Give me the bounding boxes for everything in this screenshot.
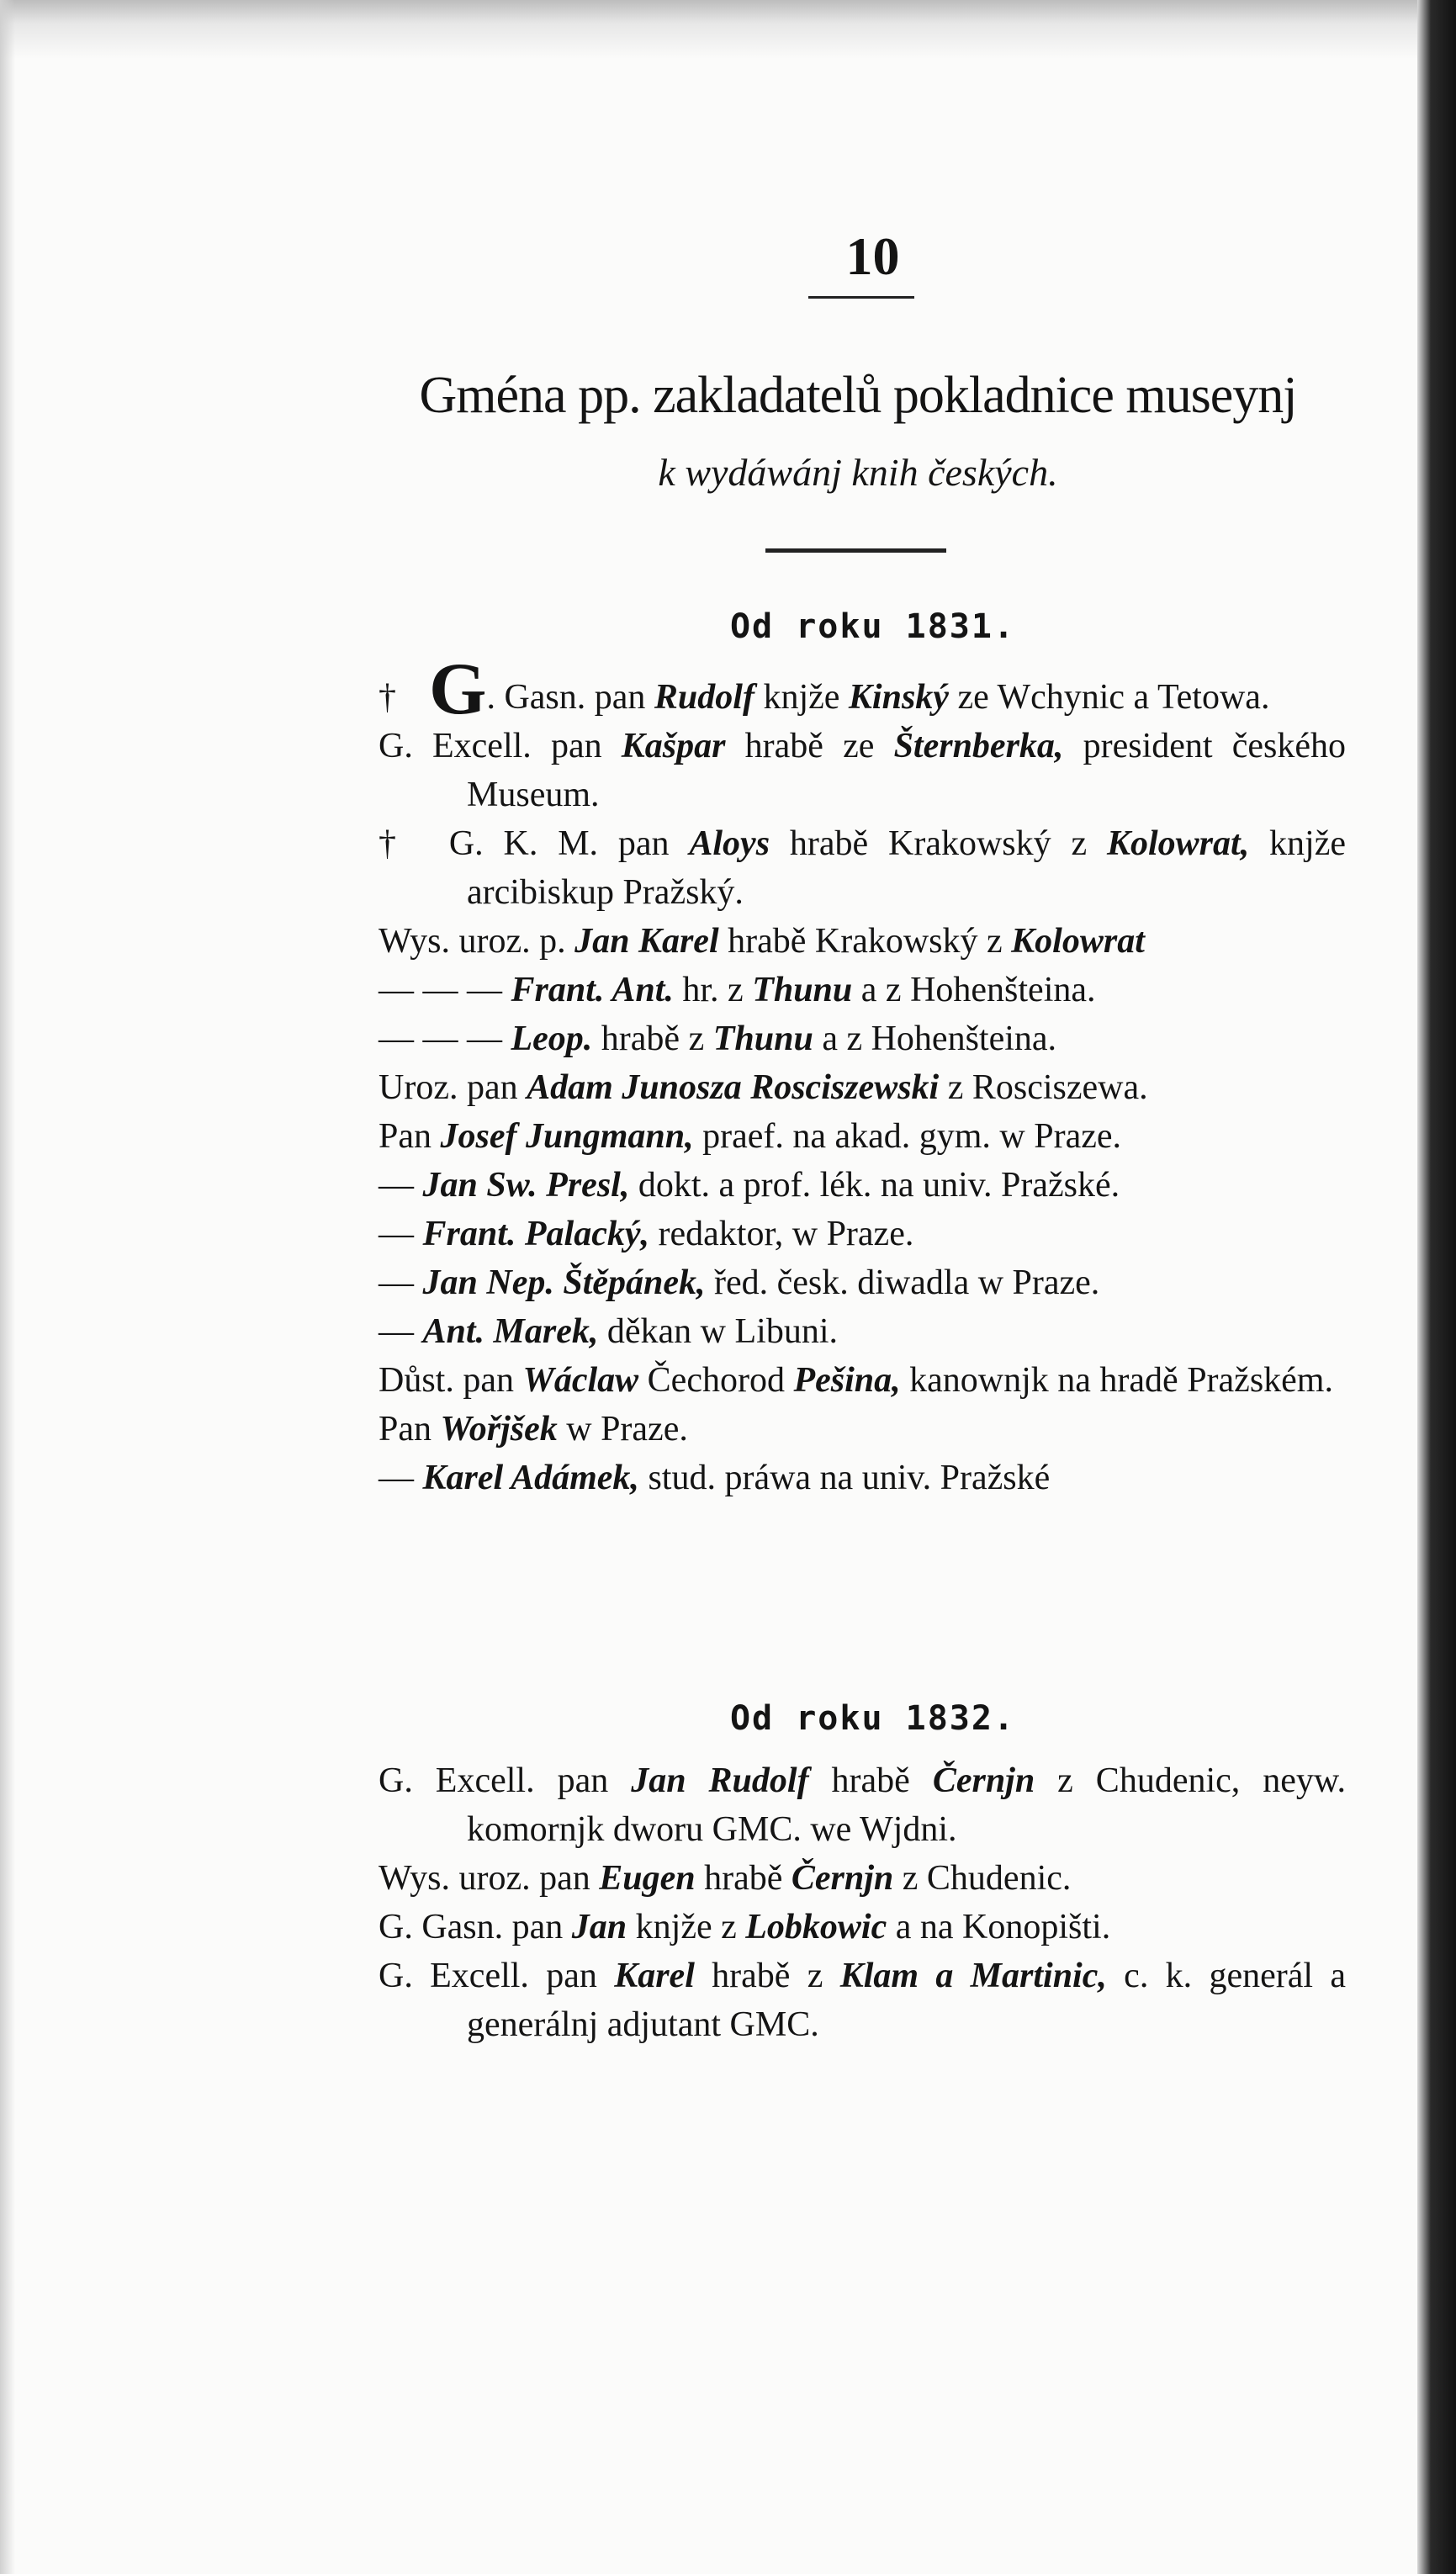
scan-top-edge [0,0,1456,59]
entry [379,1454,1346,1502]
person-name: Jan Rudolf [631,1761,809,1800]
entry-text: redaktor, w Praze. [649,1215,914,1253]
entry-text: ze Wchynic a Tetowa. [948,678,1270,717]
person-name: Karel Adámek, [422,1459,639,1497]
ditto-dash: — [379,1312,414,1351]
entry [379,1356,1346,1405]
cross-mark: † [379,824,396,863]
entry-text: a na Konopišti. [887,1908,1111,1946]
entry [379,649,1346,730]
entry-text: hrabě z [694,1957,840,1995]
entry-title: G. Excell. pan [379,727,622,765]
entry [379,966,1346,1014]
entry-title: G. Excell. pan [379,1761,632,1800]
entry [379,917,1346,966]
entry-text: z Rosciszewa. [939,1068,1148,1107]
entry [379,1307,1346,1356]
entry [379,1210,1346,1258]
person-name: Černjn [791,1859,894,1898]
entry-text: Čechorod [638,1361,794,1400]
entry-text: hrabě z [592,1020,713,1058]
ditto-dash: — [379,1166,414,1205]
entry-title: Pan [379,1410,441,1449]
page-number-underline [808,296,914,299]
entry-text: hrabě [808,1761,933,1800]
cross-mark: † [379,678,396,717]
entry [379,819,1346,917]
entry-title [502,971,511,1009]
entry-title: Důst. pan [379,1361,523,1400]
entry [379,1258,1346,1307]
entries-1831 [379,649,1347,1502]
entry-title [414,1312,423,1351]
section-heading-1832: Od roku 1832. [729,1699,1016,1738]
entry-title: G. Gasn. pan [379,1908,572,1946]
initial-letter: G [429,649,487,730]
section-heading-1831: Od roku 1831. [729,607,1016,646]
person-name: Wořjšek [440,1410,558,1449]
scan-right-edge [1417,0,1456,2574]
person-name: Jan Nep. Štěpánek, [422,1263,706,1302]
entry [379,1161,1346,1210]
entry-text: kanownjk na hradě Pražském. [900,1361,1333,1400]
entry-text: hrabě Krakowský z [770,824,1107,863]
person-name: Kolowrat [1011,922,1145,961]
person-name: Lobkowic [745,1908,887,1946]
ditto-dash: — — — [379,1020,502,1058]
entry-title: Uroz. pan [379,1068,527,1107]
entry-title [414,1166,423,1205]
ditto-dash: — — — [379,971,502,1009]
entry [379,1756,1346,1854]
entry-title: Pan [379,1117,441,1156]
entry-title: G. Excell. pan [379,1957,615,1995]
entry-text: dokt. a prof. lék. na univ. Pražské. [629,1166,1120,1205]
entry-text: hrabě [695,1859,792,1898]
person-name: Šternberka, [893,727,1064,765]
entry-text: president českého Museum. [467,727,1346,814]
entry-text: hrabě ze [725,727,894,765]
person-name: Jan Sw. Presl, [422,1166,630,1205]
entry-title: Wys. uroz. pan [379,1859,600,1898]
entry-title: . Gasn. pan [486,678,654,717]
entry [379,1854,1346,1903]
entry [379,1405,1346,1454]
person-name: Frant. Ant. [511,971,674,1009]
person-name: Pešina, [793,1361,901,1400]
entries-1832 [379,1756,1346,2049]
person-name: Kolowrat, [1106,824,1250,863]
person-name: Aloys [689,824,770,863]
person-name: Jan [571,1908,627,1946]
person-name: Jan Karel [574,922,719,961]
entry-text: a z Hohenšteina. [852,971,1096,1009]
person-name: Leop. [511,1020,593,1058]
person-name: Frant. Palacký, [422,1215,649,1253]
person-name: Kašpar [621,727,726,765]
entry-title [414,1215,423,1253]
person-name: Černjn [932,1761,1035,1800]
ditto-dash: — [379,1215,414,1253]
entry-text: knjže [754,678,849,717]
entry-text: hrabě Krakowský z [718,922,1012,961]
person-name: Thunu [752,971,853,1009]
ditto-dash: — [379,1263,414,1302]
person-name: Wáclaw [522,1361,639,1400]
person-name: Ant. Marek, [422,1312,599,1351]
person-name: Rudolf [654,678,754,717]
page-title: Gména pp. zakladatelů pokladnice museynj [419,367,1297,424]
entry [379,1952,1346,2049]
entry [379,1112,1346,1161]
person-name: Adam Junosza Rosciszewski [527,1068,940,1107]
entry-text: praef. na akad. gym. w Praze. [693,1117,1122,1156]
entry-text: děkan w Libuni. [598,1312,838,1351]
entry-text: knjže z [627,1908,746,1946]
entry-text: c. k. generál a generálnj adjutant GMC. [467,1957,1346,2044]
entry-text: z Chudenic. [893,1859,1072,1898]
entry-title [414,1459,423,1497]
entry-title: G. K. M. pan [429,824,690,863]
entry-title [502,1020,511,1058]
entry-title: Wys. uroz. p. [379,922,575,961]
entry-text: řed. česk. diwadla w Praze. [705,1263,1100,1302]
entry-text: hr. z [673,971,753,1009]
person-name: Eugen [599,1859,696,1898]
person-name: Klam a Martinic, [839,1957,1107,1995]
scan-left-edge [0,0,15,2574]
entry-text: stud. práwa na univ. Pražské [638,1459,1051,1497]
entry-text: knjže arcibiskup Pražský. [467,824,1347,912]
entry [379,722,1346,819]
entry-title [414,1263,423,1302]
page-number: 10 [845,226,900,286]
title-divider [765,548,946,553]
entry-text: w Praze. [557,1410,688,1449]
entry [379,1014,1346,1063]
entry-text: a z Hohenšteina. [813,1020,1057,1058]
entry [379,1063,1346,1112]
person-name: Kinský [848,678,949,717]
person-name: Thunu [712,1020,813,1058]
page-subtitle: k wydáwánj knih českých. [658,451,1058,494]
entry [379,1903,1346,1952]
person-name: Karel [614,1957,695,1995]
ditto-dash: — [379,1459,414,1497]
entry-text: z Chudenic, neyw. komornjk dworu GMC. we Wjdni. [467,1761,1346,1849]
person-name: Josef Jungmann, [440,1117,694,1156]
